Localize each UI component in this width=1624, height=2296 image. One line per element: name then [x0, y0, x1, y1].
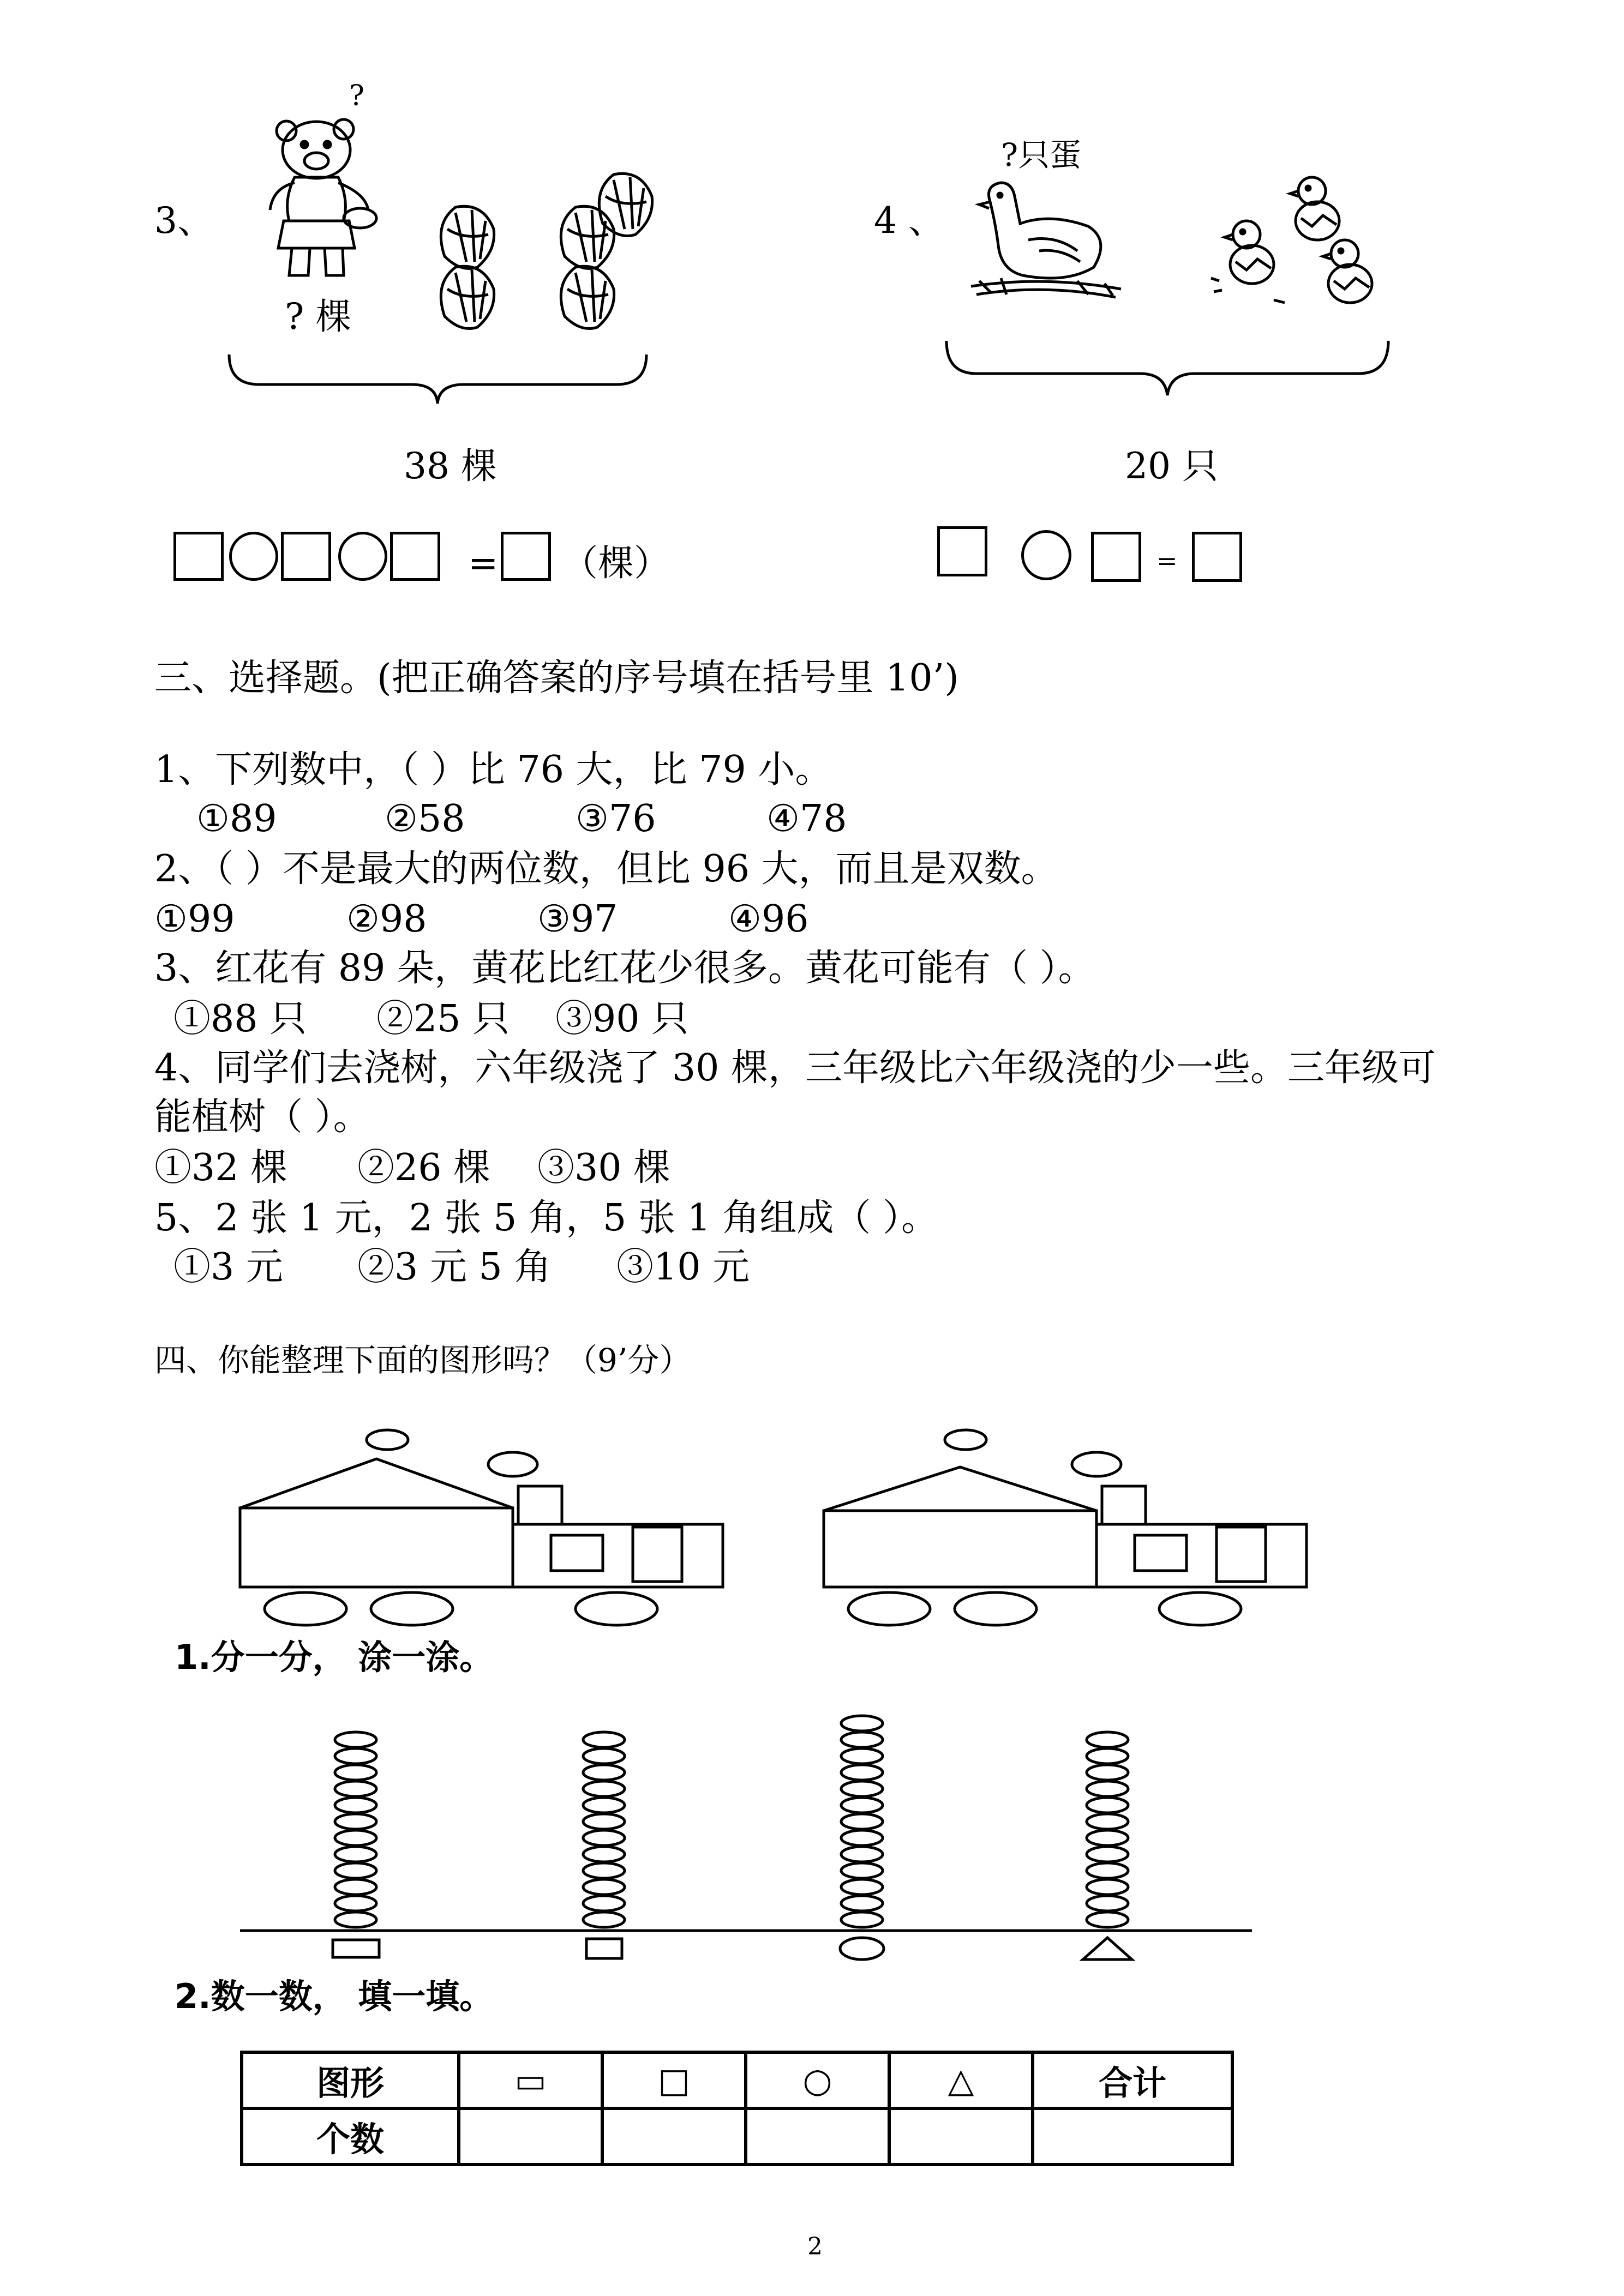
square-icon — [586, 1939, 622, 1958]
stacked-circle — [335, 1781, 376, 1796]
stacked-circle — [841, 1847, 883, 1862]
stacked-circle — [335, 1830, 376, 1846]
stacked-circle — [841, 1879, 883, 1895]
q5-option-2[interactable]: ②3 元 5 角 — [357, 1246, 552, 1289]
question-5: 5、2 张 1 元，2 张 5 角，5 张 1 角组成（ ）。 — [154, 1197, 938, 1240]
page-number: 2 — [807, 2233, 823, 2261]
stacked-circle — [583, 1781, 625, 1796]
chick-icon — [1323, 240, 1372, 303]
brace-icon — [944, 338, 1391, 398]
q2-option-4[interactable]: ④96 — [728, 898, 809, 941]
table-header-row — [242, 2052, 1232, 2108]
table-row — [242, 2108, 1232, 2165]
chick-icon — [1290, 177, 1339, 240]
stacked-circle — [841, 1716, 883, 1731]
stacked-circle — [841, 1830, 883, 1846]
stacked-circle — [583, 1879, 625, 1895]
stacked-circle — [583, 1912, 625, 1927]
stacked-circle — [335, 1879, 376, 1895]
hen-illustration — [968, 180, 1124, 305]
bear-illustration — [262, 117, 382, 281]
problem-4-total: 20 只 — [1125, 445, 1218, 487]
stacked-circle — [1087, 1896, 1128, 1911]
answer-cell[interactable] — [889, 2108, 1033, 2165]
chick-icon — [1225, 221, 1274, 284]
problem-3-total: 38 棵 — [404, 445, 497, 487]
sub-question-1: 1.分一分， 涂一涂。 — [175, 1637, 494, 1677]
stacked-circle — [583, 1896, 625, 1911]
rectangle-header-icon: ▭ — [459, 2052, 602, 2108]
question-4-line-2: 能植树（ ）。 — [154, 1096, 370, 1139]
stacked-circle — [1087, 1748, 1128, 1764]
triangle-header-icon: △ — [889, 2052, 1033, 2108]
stacked-circle — [335, 1896, 376, 1911]
stacked-circle — [1087, 1732, 1128, 1747]
stacked-circle — [841, 1748, 883, 1764]
stacked-circle — [335, 1912, 376, 1927]
brace-icon — [226, 352, 649, 406]
operator-circle[interactable] — [229, 532, 278, 581]
equals-sign: = — [468, 542, 499, 584]
q1-option-3[interactable]: ③76 — [576, 797, 656, 840]
question-4-line-1: 4、同学们去浇树，六年级浇了 30 棵，三年级比六年级浇的少一些。三年级可 — [154, 1047, 1436, 1090]
cabbage-icon — [599, 173, 652, 236]
q4-option-1[interactable]: ①32 棵 — [154, 1146, 288, 1189]
stacked-circle — [1087, 1863, 1128, 1878]
stacked-circle — [335, 1732, 376, 1747]
table-header-cell: 图形 — [242, 2052, 459, 2108]
square-header-icon: □ — [602, 2052, 746, 2108]
q3-option-3[interactable]: ③90 只 — [555, 997, 689, 1041]
train-shape — [824, 1430, 1307, 1625]
table-header-cell: 合计 — [1033, 2052, 1232, 2108]
answer-cell[interactable] — [746, 2108, 889, 2165]
q5-option-3[interactable]: ③10 元 — [616, 1246, 750, 1289]
q2-option-2[interactable]: ②98 — [346, 898, 427, 941]
stacked-circle — [335, 1765, 376, 1780]
stacked-circle — [841, 1863, 883, 1878]
cabbage-group — [428, 164, 657, 338]
stacked-circle — [1087, 1879, 1128, 1895]
stacked-circle — [841, 1781, 883, 1796]
stacked-circle — [335, 1847, 376, 1862]
bear-label: ? 棵 — [285, 296, 352, 338]
stacked-circle — [583, 1748, 625, 1764]
unit-label: （棵） — [562, 542, 670, 584]
q2-option-1[interactable]: ①99 — [154, 898, 235, 941]
stacked-circle — [841, 1896, 883, 1911]
sub-question-2: 2.数一数， 填一填。 — [175, 1976, 494, 2016]
stacked-circle — [1087, 1912, 1128, 1927]
chicks-illustration — [1208, 169, 1391, 316]
eggs-label: ?只蛋 — [1001, 136, 1082, 173]
question-mark: ? — [349, 80, 364, 112]
section-4-title: 四、你能整理下面的图形吗？（9’分） — [154, 1342, 691, 1379]
stacked-circle — [583, 1765, 625, 1780]
answer-box[interactable] — [173, 532, 224, 581]
stacked-circle — [1087, 1798, 1128, 1813]
question-2: 2、（ ）不是最大的两位数，但比 96 大，而且是双数。 — [154, 848, 1058, 891]
stacked-circle — [841, 1912, 883, 1927]
train-illustrations — [240, 1426, 1331, 1633]
section-3-title: 三、选择题。(把正确答案的序号填在括号里 10’) — [154, 657, 959, 700]
q1-option-4[interactable]: ④78 — [766, 797, 847, 840]
stacked-circle — [841, 1798, 883, 1813]
tally-table — [240, 2051, 1234, 2166]
cabbage-icon — [561, 206, 614, 268]
stacked-circle — [583, 1863, 625, 1878]
train-shape — [240, 1430, 723, 1625]
question-3: 3、红花有 89 朵，黄花比红花少很多。黄花可能有（ ）。 — [154, 947, 1095, 990]
stacked-circle — [335, 1863, 376, 1878]
rectangle-icon — [333, 1940, 379, 1957]
equals-sign: = — [1156, 546, 1178, 575]
stacked-circle — [335, 1814, 376, 1829]
problem-4-number: 4 、 — [874, 200, 944, 242]
cabbage-icon — [561, 266, 614, 328]
cabbage-icon — [441, 206, 494, 268]
problem-3-number: 3、 — [154, 200, 213, 242]
answer-box[interactable] — [1091, 532, 1141, 582]
stacked-circle — [583, 1798, 625, 1813]
answer-box[interactable] — [390, 532, 440, 581]
answer-box[interactable] — [281, 532, 331, 581]
q3-option-1[interactable]: ①88 只 — [173, 997, 307, 1041]
stacked-circle — [1087, 1765, 1128, 1780]
operator-circle[interactable] — [338, 532, 387, 581]
table-row-label: 个数 — [242, 2108, 459, 2165]
stacked-circle — [335, 1748, 376, 1764]
operator-circle[interactable] — [1021, 530, 1071, 580]
question-1: 1、下列数中，（ ）比 76 大，比 79 小。 — [154, 748, 832, 791]
stacked-circle — [1087, 1830, 1128, 1846]
q2-option-3[interactable]: ③97 — [537, 898, 618, 941]
stacked-circle — [841, 1814, 883, 1829]
q1-option-1[interactable]: ①89 — [196, 797, 277, 840]
cabbage-icon — [441, 266, 494, 328]
stacked-circle — [1087, 1814, 1128, 1829]
stacked-circle — [841, 1765, 883, 1780]
answer-cell[interactable] — [602, 2108, 746, 2165]
stacked-circle — [1087, 1847, 1128, 1862]
stacked-circle — [583, 1847, 625, 1862]
triangle-icon — [1083, 1938, 1132, 1960]
circle-icon — [840, 1938, 884, 1960]
stacked-circle — [841, 1732, 883, 1747]
answer-cell[interactable] — [459, 2108, 602, 2165]
result-box[interactable] — [1192, 532, 1242, 582]
q1-option-2[interactable]: ②58 — [385, 797, 465, 840]
q3-option-2[interactable]: ②25 只 — [376, 997, 510, 1041]
stacked-circle — [583, 1732, 625, 1747]
stacked-circle — [583, 1814, 625, 1829]
answer-cell[interactable] — [1033, 2108, 1232, 2165]
circle-header-icon: ○ — [746, 2052, 889, 2108]
answer-box[interactable] — [937, 526, 987, 576]
result-box[interactable] — [501, 532, 551, 581]
stacked-circle — [335, 1798, 376, 1813]
stacked-circle — [1087, 1781, 1128, 1796]
q5-option-1[interactable]: ①3 元 — [173, 1246, 283, 1289]
stacked-circle — [583, 1830, 625, 1846]
tally-columns — [240, 1699, 1255, 1972]
q4-option-2[interactable]: ②26 棵 — [357, 1146, 491, 1189]
q4-option-3[interactable]: ③30 棵 — [537, 1146, 671, 1189]
